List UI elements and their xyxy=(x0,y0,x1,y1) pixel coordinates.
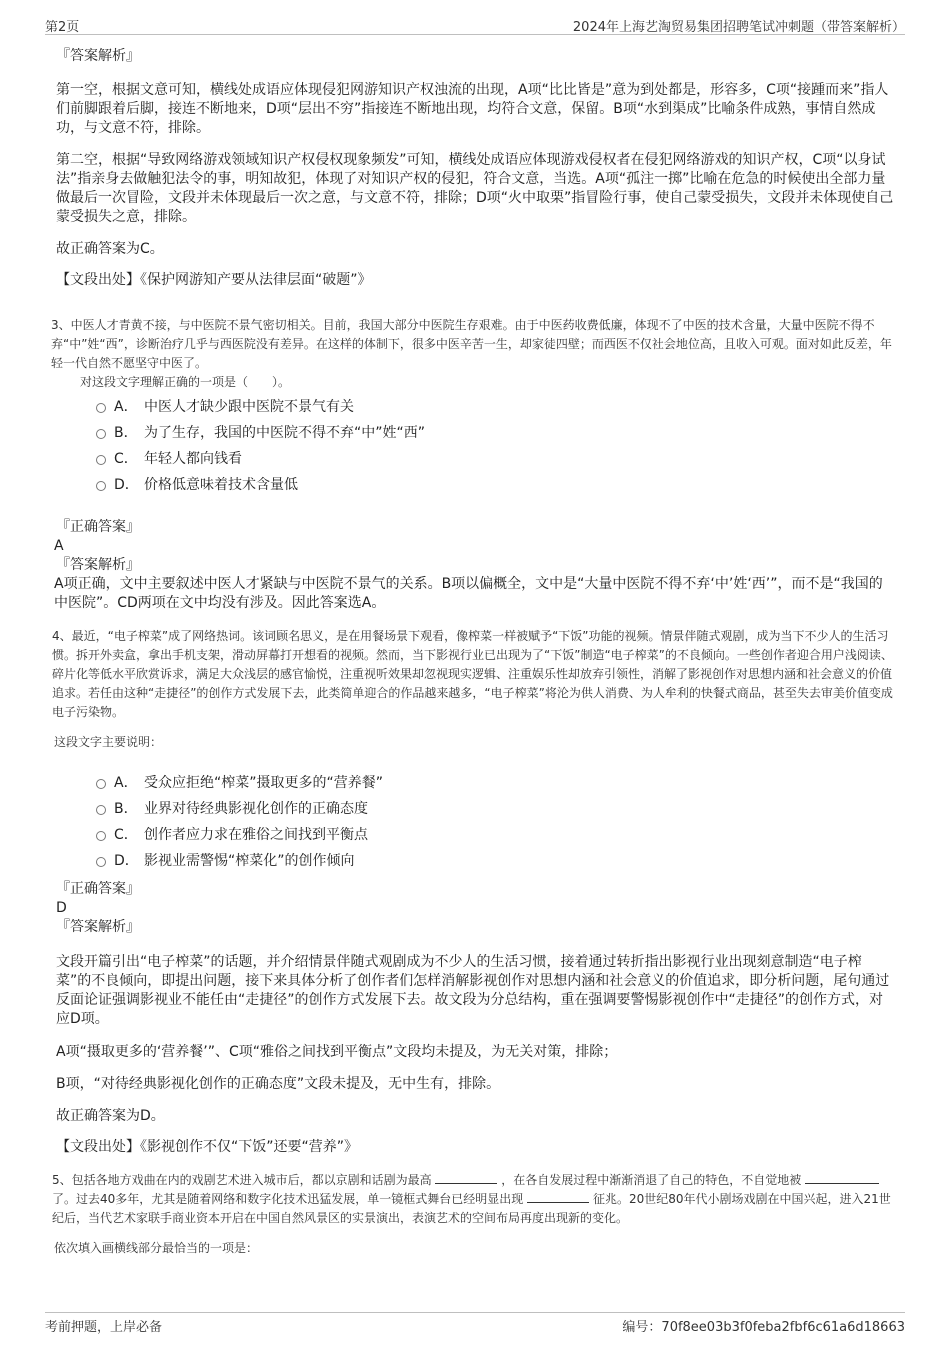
answer-label: 『正确答案』 xyxy=(56,519,140,535)
analysis-paragraph: 第一空，根据文意可知，横线处成语应体现侵犯网游知识产权浊流的出现，A项“比比皆是”意为到处都是，形容多，C项“接踵而来”指人们前脚跟着后脚，接连不断地来，D项“层出不穷”指接连不断地出现，均符合文意，保留。B项“水到渠成”比喻条件成熟，事情自然成功，与文意不符，排除。 xyxy=(56,82,889,136)
page-number: 第2页 xyxy=(45,20,80,35)
radio-icon[interactable] xyxy=(96,779,106,789)
analysis-conclusion: 故正确答案为C。 xyxy=(56,241,164,257)
option-a[interactable]: A． 受众应拒绝“榨菜”摄取更多的“营养餐” xyxy=(56,770,896,796)
option-list xyxy=(56,770,896,874)
question-prompt: 这段文字主要说明： xyxy=(54,735,163,749)
fill-blank[interactable] xyxy=(435,1171,497,1184)
question-stem: 3、中医人才青黄不接，与中医院不景气密切相关。目前，我国大部分中医院生存艰难。由于中医药收费低廉，体现不了中医的技术含量，大量中医院不得不弃“中”姓“西”，诊断治疗几乎与西医院没有差异。在这样的体制下，很多中医辛苦一生，却家徒四壁；而西医不仅社会地位高，且收入可观。面对如此反差，年轻一代自然不愿坚守中医了。 xyxy=(51,318,892,370)
analysis-label: 『答案解析』 xyxy=(56,48,140,64)
document-body xyxy=(51,44,896,1258)
analysis-paragraph: B项，“对待经典影视化创作的正确态度”文段未提及，无中生有，排除。 xyxy=(56,1076,501,1092)
radio-icon[interactable] xyxy=(96,455,106,465)
source-citation: 【文段出处】《保护网游知产要从法律层面“破题”》 xyxy=(56,272,372,288)
source-citation: 【文段出处】《影视创作不仅“下饭”还要“营养”》 xyxy=(56,1139,359,1155)
analysis-paragraph: A项“摄取更多的‘营养餐’”、C项“雅俗之间找到平衡点”文段均未提及，为无关对策，排除； xyxy=(56,1044,618,1060)
analysis-label: 『答案解析』 xyxy=(56,919,140,935)
radio-icon[interactable] xyxy=(96,831,106,841)
analysis-paragraph: 第二空，根据“导致网络游戏领域知识产权侵权现象频发”可知，横线处成语应体现游戏侵权者在侵犯网络游戏的知识产权，C项“以身试法”指亲身去做触犯法令的事，明知故犯，体现了对知识产权的侵犯，符合文意，当选。A项“孤注一掷”比喻在危急的时候使出全部力量做最后一次冒险，文段并未体现最后一次之意，与文意不符，排除；D项“火中取栗”指冒险行事，使自己蒙受损失，文段并未体现使自己蒙受损失之意，排除。 xyxy=(56,152,894,225)
page-header xyxy=(45,14,905,35)
option-a[interactable]: A． 中医人才缺少跟中医院不景气有关 xyxy=(56,394,896,420)
q2-analysis xyxy=(56,47,896,290)
analysis-paragraph: A项正确，文中主要叙述中医人才紧缺与中医院不景气的关系。B项以偏概全，文中是“大量中医院不得不弃‘中’姓‘西’”，而不是“我国的中医院”。CD两项在文中均没有涉及。因此答案选A。 xyxy=(54,576,883,611)
option-d[interactable]: D． 价格低意味着技术含量低 xyxy=(56,472,896,498)
question-stem: 4、最近，“电子榨菜”成了网络热词。该词顾名思义，是在用餐场景下观看，像榨菜一样被赋予“下饭”功能的视频。情景伴随式观剧，成为当下不少人的生活习惯。拆开外卖盒，拿出手机支架，滑动屏幕打开想看的视频。然而，当下影视行业已出现为了“下饭”制造“电子榨菜”的不良倾向。一些创作者迎合用户浅阅读、碎片化等低水平欣赏诉求，满足大众浅层的感官愉悦，注重视听效果却忽视现实逻辑、注重娱乐性却放弃引领性，消解了影视创作对思想内涵和社会意义的价值追求。若任由这种“走捷径”的创作方式发展下去，此类简单迎合的作品越来越多，“电子榨菜”将沦为供人消费、为人牟利的快餐式商品，甚至失去审美价值变成电子污染物。 xyxy=(52,629,893,719)
option-d[interactable]: D． 影视业需警惕“榨菜化”的创作倾向 xyxy=(56,848,896,874)
option-b[interactable]: B． 为了生存，我国的中医院不得不弃“中”姓“西” xyxy=(56,420,896,446)
question-prompt: 对这段文字理解正确的一项是（ ）。 xyxy=(80,375,291,389)
question-stem: 5、包括各地方戏曲在内的戏剧艺术进入城市后，都以京剧和话剧为最高 ，在各自发展过程中渐渐消退了自己的特色，不自觉地被 了。过去40多年，尤其是随着网络和数字化技术迅猛发展，单一镜框式舞台已经明显出现 征兆。20世纪80年代小剧场戏剧在中国兴起，进入21世纪后，当代艺术家联手商业资本开启在中国自然风景区的实景演出，表演艺术的空间布局再度出现新的变化。 xyxy=(52,1173,891,1225)
answer-label: 『正确答案』 xyxy=(56,881,140,897)
option-c[interactable]: C． 创作者应力求在雅俗之间找到平衡点 xyxy=(56,822,896,848)
question-prompt: 依次填入画横线部分最恰当的一项是： xyxy=(54,1241,259,1255)
question-5 xyxy=(52,1171,896,1258)
radio-icon[interactable] xyxy=(96,857,106,867)
analysis-label: 『答案解析』 xyxy=(56,557,140,573)
fill-blank[interactable] xyxy=(805,1171,879,1184)
page-footer xyxy=(45,1312,905,1333)
option-b[interactable]: B． 业界对待经典影视化创作的正确态度 xyxy=(56,796,896,822)
radio-icon[interactable] xyxy=(96,429,106,439)
document-id: 编号：70f8ee03b3f0feba2fbf6c61a6d18663 xyxy=(622,1320,905,1335)
answer-value: D xyxy=(56,900,67,916)
analysis-conclusion: 故正确答案为D。 xyxy=(56,1108,165,1124)
footer-slogan: 考前押题，上岸必备 xyxy=(45,1320,163,1335)
fill-blank[interactable] xyxy=(527,1190,589,1203)
radio-icon[interactable] xyxy=(96,481,106,491)
radio-icon[interactable] xyxy=(96,403,106,413)
option-c[interactable]: C． 年轻人都向钱看 xyxy=(56,446,896,472)
question-4 xyxy=(52,627,896,1157)
answer-value: A xyxy=(54,538,64,554)
option-list xyxy=(56,394,896,498)
question-3 xyxy=(51,316,896,613)
document-title: 2024年上海艺淘贸易集团招聘笔试冲刺题（带答案解析） xyxy=(572,20,905,35)
radio-icon[interactable] xyxy=(96,805,106,815)
analysis-paragraph: 文段开篇引出“电子榨菜”的话题，并介绍情景伴随式观剧成为不少人的生活习惯，接着通过转折指出影视行业出现刻意制造“电子榨菜”的不良倾向，即提出问题，接下来具体分析了创作者们怎样消解影视创作对思想内涵和社会意义的价值追求，即分析问题，尾句通过反面论证强调影视业不能任由“走捷径”的创作方式发展下去。故文段为分总结构，重在强调要警惕影视创作中“走捷径”的创作方式，对应D项。 xyxy=(56,954,890,1027)
